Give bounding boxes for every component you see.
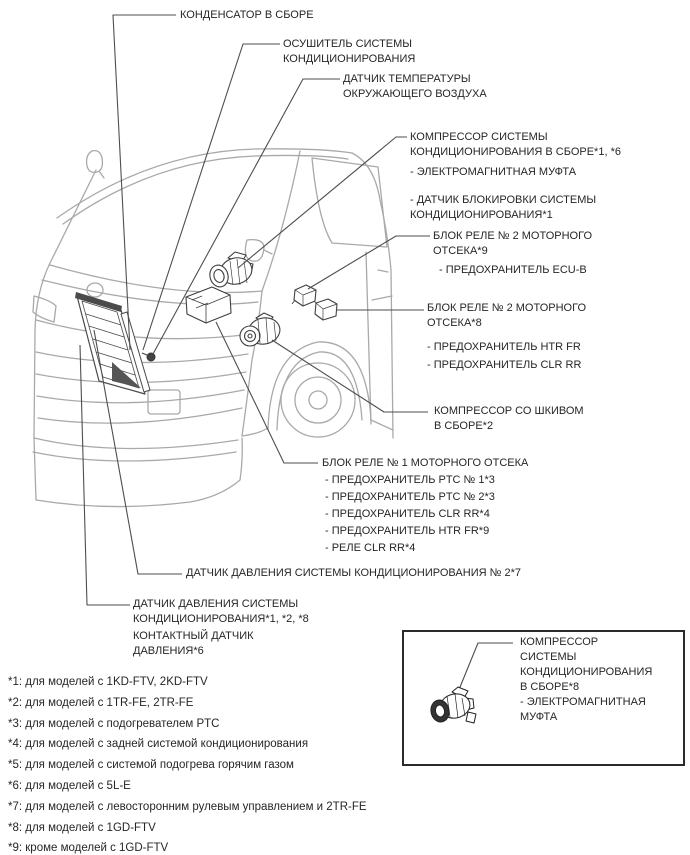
footnote: *4: для моделей с задней системой кондиционирования (8, 738, 309, 751)
footnote: *6: для моделей с 5L-E (8, 779, 131, 792)
label-line: БЛОК РЕЛЕ № 2 МОТОРНОГО (427, 302, 587, 314)
label-line: ДАТЧИК ДАВЛЕНИЯ СИСТЕМЫ (133, 598, 299, 610)
label-line: КОНДИЦИОНИРОВАНИЯ (283, 53, 416, 65)
footnote: *8: для моделей с 1GD-FTV (8, 821, 156, 834)
label-line: - ПРЕДОХРАНИТЕЛЬ ECU-B (439, 264, 587, 276)
label-line: - РЕЛЕ CLR RR*4 (325, 542, 416, 554)
label-inset-compressor (520, 635, 652, 725)
label-line: КОНДИЦИОНИРОВАНИЯ В СБОРЕ*1, *6 (410, 146, 621, 158)
relay-block-2-9-part (292, 285, 317, 306)
label-line: В СБОРЕ*8 (520, 681, 580, 693)
footnote: *2: для моделей с 1TR-FE, 2TR-FE (8, 696, 194, 709)
leader-relay-2-9 (308, 236, 430, 289)
footnote: *9: кроме моделей с 1GD-FTV (8, 842, 169, 855)
label-line: - ПРЕДОХРАНИТЕЛЬ CLR RR*4 (325, 508, 490, 520)
label-line: МУФТА (520, 711, 558, 723)
label-line: - ПРЕДОХРАНИТЕЛЬ PTC № 2*3 (325, 491, 495, 503)
label-relay-block-2-9 (433, 229, 592, 278)
label-contact-pressure-switch (133, 629, 254, 659)
label-line: КОНДИЦИОНИРОВАНИЯ (520, 666, 653, 678)
label-ambient-temp-sensor (343, 72, 487, 102)
label-pressure-sensor-2 (186, 566, 521, 581)
relay-block-2-8-part (315, 299, 337, 320)
label-line: КОНДЕНСАТОР В СБОРЕ (180, 9, 314, 21)
label-line: ОКРУЖАЮЩЕГО ВОЗДУХА (343, 88, 487, 100)
label-line: - ПРЕДОХРАНИТЕЛЬ PTC № 1*3 (325, 474, 495, 486)
ambient-temp-sensor-part (142, 353, 155, 361)
label-line: В СБОРЕ*2 (434, 420, 494, 432)
label-line: БЛОК РЕЛЕ № 1 МОТОРНОГО ОТСЕКА (322, 457, 529, 469)
label-line: - ЭЛЕКТРОМАГНИТНАЯ (520, 696, 646, 708)
label-line: ДАТЧИК ТЕМПЕРАТУРЫ (343, 73, 471, 85)
label-pressure-sensor (133, 597, 309, 627)
label-line: ДАВЛЕНИЯ*6 (133, 645, 204, 657)
label-line: КОНТАКТНЫЙ ДАТЧИК (133, 630, 254, 642)
label-line: - ПРЕДОХРАНИТЕЛЬ CLR RR (427, 359, 582, 371)
label-line: КОМПРЕССОР (520, 636, 599, 648)
footnote: *7: для моделей с левосторонним рулевым управлением и 2TR-FE (8, 800, 367, 813)
label-receiver-drier (283, 37, 415, 67)
leader-ambient-sensor (153, 79, 340, 354)
label-line: КОНДИЦИОНИРОВАНИЯ*1, *2, *8 (133, 613, 309, 625)
label-relay-block-1 (322, 456, 528, 556)
label-line: - ЭЛЕКТРОМАГНИТНАЯ МУФТА (410, 166, 577, 178)
footnote: *3: для моделей с подогревателем PTC (8, 717, 220, 730)
label-line: - ПРЕДОХРАНИТЕЛЬ HTR FR*9 (325, 525, 490, 537)
label-compressor-assembly (410, 130, 621, 223)
label-line: КОНДИЦИОНИРОВАНИЯ*1 (410, 209, 553, 221)
label-condenser (180, 8, 314, 23)
label-line: ДАТЧИК ДАВЛЕНИЯ СИСТЕМЫ КОНДИЦИОНИРОВАНИЯ № 2*7 (186, 567, 521, 579)
label-line: ОТСЕКА*9 (433, 245, 488, 257)
footnotes (8, 672, 367, 855)
label-line: БЛОК РЕЛЕ № 2 МОТОРНОГО (433, 230, 593, 242)
footnote: *1: для моделей с 1KD-FTV, 2KD-FTV (8, 676, 208, 688)
label-line: КОМПРЕССОР СО ШКИВОМ (434, 405, 584, 417)
label-line: СИСТЕМЫ (520, 651, 577, 663)
condenser-part (75, 292, 150, 394)
label-line: ОТСЕКА*8 (427, 317, 482, 329)
footnote: *5: для моделей с системой подогрева горячим газом (8, 759, 294, 772)
label-line: КОМПРЕССОР СИСТЕМЫ (410, 131, 548, 143)
relay-block-1-part (186, 287, 231, 323)
label-relay-block-2-8 (427, 301, 586, 373)
label-line: - ПРЕДОХРАНИТЕЛЬ HTR FR (427, 341, 581, 353)
label-compressor-with-pulley (434, 404, 584, 434)
label-line: ОСУШИТЕЛЬ СИСТЕМЫ (283, 38, 413, 50)
label-line: - ДАТЧИК БЛОКИРОВКИ СИСТЕМЫ (410, 194, 597, 206)
